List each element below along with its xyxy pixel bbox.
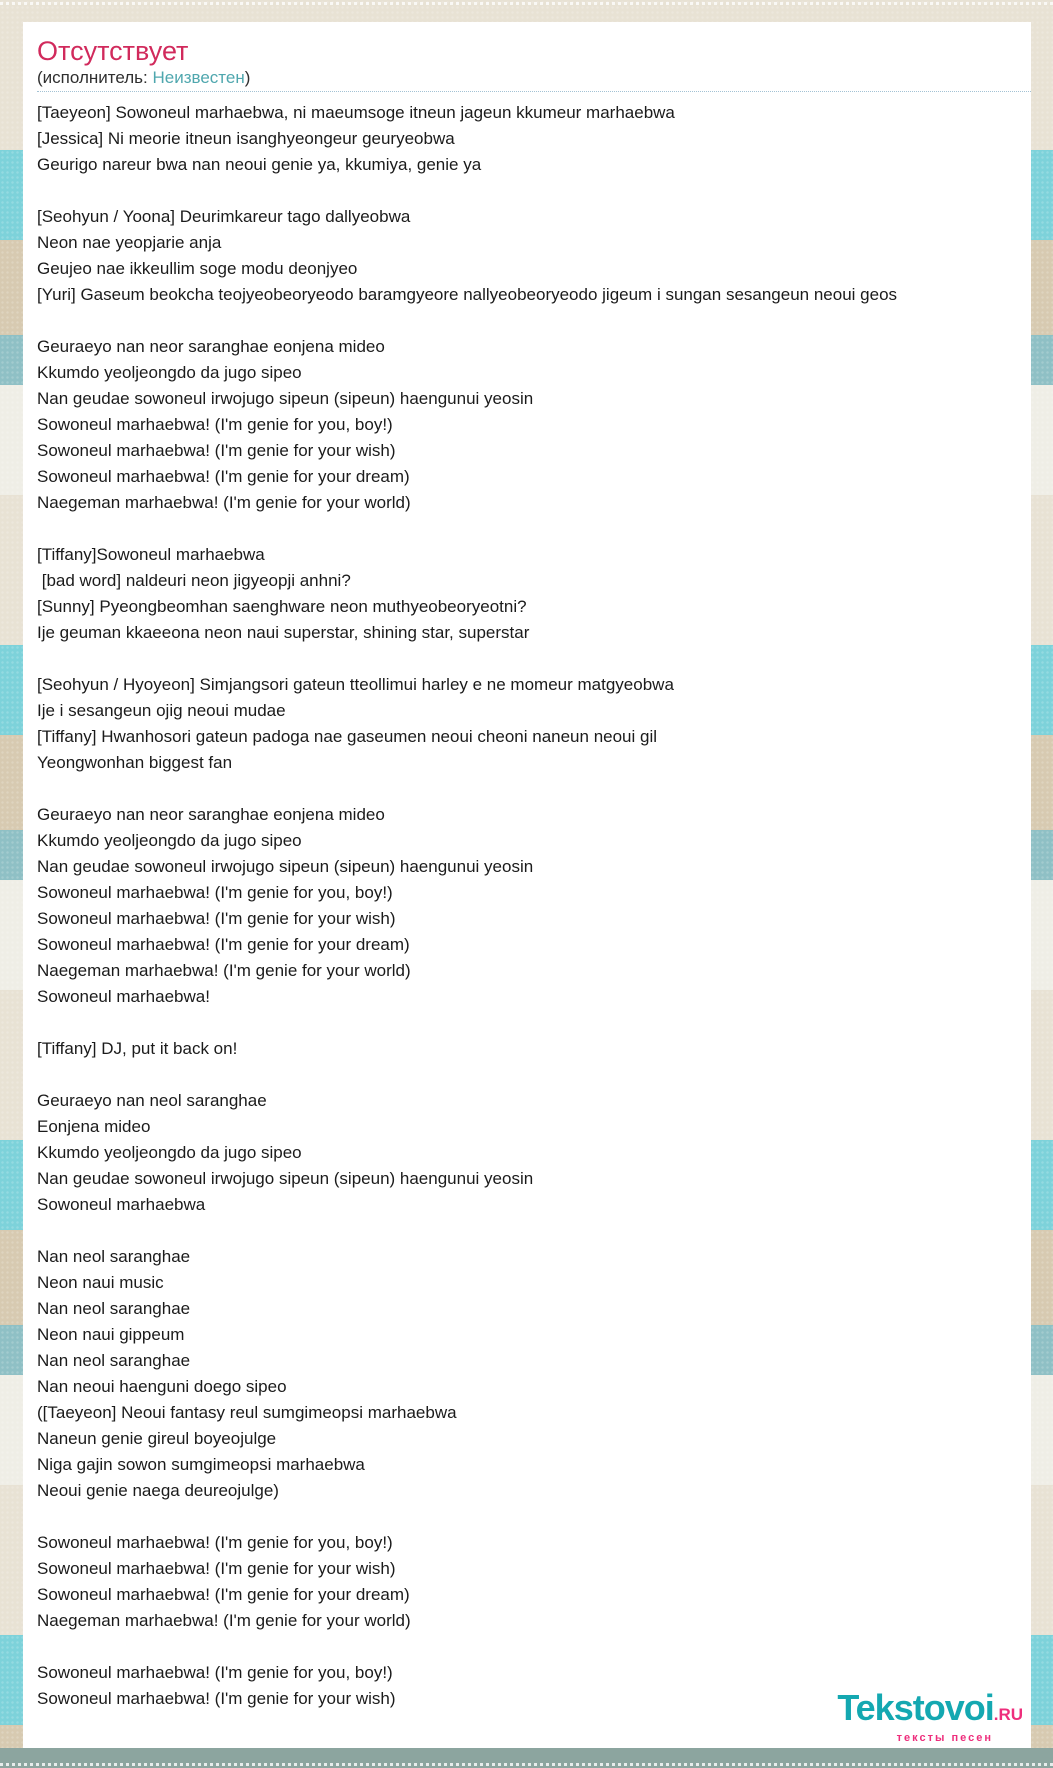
lyric-gap xyxy=(37,776,1031,802)
lyric-gap xyxy=(37,178,1031,204)
lyric-gap xyxy=(37,1062,1031,1088)
lyric-line: Niga gajin sowon sumgimeopsi marhaebwa xyxy=(37,1455,365,1474)
lyric-line: Kkumdo yeoljeongdo da jugo sipeo xyxy=(37,363,302,382)
lyrics-text xyxy=(37,100,1031,1712)
artist-close-paren: ) xyxy=(244,68,251,87)
lyric-line: Nan neol saranghae xyxy=(37,1299,191,1318)
lyric-line: Neon naui gippeum xyxy=(37,1325,185,1344)
lyric-line: Ije geuman kkaeeona neon naui superstar, shining star, superstar xyxy=(37,623,530,642)
lyric-gap xyxy=(37,1010,1031,1036)
lyric-line: Geuraeyo nan neol saranghae xyxy=(37,1091,267,1110)
lyric-gap xyxy=(37,308,1031,334)
lyric-gap xyxy=(37,1504,1031,1530)
lyric-line: [Yuri] Gaseum beokcha teojyeobeoryeodo baramgyeore nallyeobeoryeodo jigeum i sungan sesangeun neoui geos xyxy=(37,285,898,304)
lyric-line: Eonjena mideo xyxy=(37,1117,151,1136)
lyric-line: Nan neol saranghae xyxy=(37,1247,191,1266)
lyric-line: Ije i sesangeun ojig neoui mudae xyxy=(37,701,286,720)
lyric-gap xyxy=(37,516,1031,542)
lyric-line: Kkumdo yeoljeongdo da jugo sipeo xyxy=(37,1143,302,1162)
lyric-line: [bad word] naldeuri neon jigyeopji anhni? xyxy=(37,571,351,590)
lyric-gap xyxy=(37,1634,1031,1660)
lyric-line: [Tiffany]Sowoneul marhaebwa xyxy=(37,545,265,564)
lyric-line: [Tiffany] Hwanhosori gateun padoga nae gaseumen neoui cheoni naneun neoui gil xyxy=(37,727,658,746)
lyric-line: Nan neol saranghae xyxy=(37,1351,191,1370)
lyric-gap xyxy=(37,1218,1031,1244)
artist-line xyxy=(37,68,1031,92)
lyric-line: Sowoneul marhaebwa! (I'm genie for your wish) xyxy=(37,441,396,460)
site-logo[interactable] xyxy=(837,1687,1023,1744)
lyric-line: Nan geudae sowoneul irwojugo sipeun (sipeun) haengunui yeosin xyxy=(37,857,534,876)
lyric-line: Neon naui music xyxy=(37,1273,164,1292)
lyric-line: Sowoneul marhaebwa! (I'm genie for your wish) xyxy=(37,909,396,928)
lyric-line: Sowoneul marhaebwa! (I'm genie for your dream) xyxy=(37,1585,410,1604)
lyric-line: ([Taeyeon] Neoui fantasy reul sumgimeopsi marhaebwa xyxy=(37,1403,457,1422)
lyric-gap xyxy=(37,646,1031,672)
lyric-line: Sowoneul marhaebwa! xyxy=(37,987,210,1006)
lyric-line: Sowoneul marhaebwa! (I'm genie for your dream) xyxy=(37,935,410,954)
lyrics-card xyxy=(23,22,1031,1748)
lyric-line: [Seohyun / Hyoyeon] Simjangsori gateun tteollimui harley e ne momeur matgyeobwa xyxy=(37,675,674,694)
lyric-line: Nan geudae sowoneul irwojugo sipeun (sipeun) haengunui yeosin xyxy=(37,389,534,408)
lyric-line: Sowoneul marhaebwa! (I'm genie for you, boy!) xyxy=(37,415,393,434)
lyric-line: Yeongwonhan biggest fan xyxy=(37,753,233,772)
lyric-line: Geujeo nae ikkeullim soge modu deonjyeo xyxy=(37,259,358,278)
artist-label: (исполнитель: xyxy=(37,68,153,87)
lyric-line: Naegeman marhaebwa! (I'm genie for your world) xyxy=(37,493,411,512)
lyric-line: Naegeman marhaebwa! (I'm genie for your world) xyxy=(37,1611,411,1630)
lyric-line: Sowoneul marhaebwa! (I'm genie for your wish) xyxy=(37,1689,396,1708)
lyric-line: Sowoneul marhaebwa! (I'm genie for your dream) xyxy=(37,467,410,486)
lyric-line: Geuraeyo nan neor saranghae eonjena mideo xyxy=(37,805,385,824)
logo-tld: .RU xyxy=(993,1705,1023,1724)
lyric-line: [Tiffany] DJ, put it back on! xyxy=(37,1039,238,1058)
site-logo-wordmark xyxy=(837,1687,1023,1732)
lyric-line: Nan geudae sowoneul irwojugo sipeun (sipeun) haengunui yeosin xyxy=(37,1169,534,1188)
lyric-line: Naegeman marhaebwa! (I'm genie for your world) xyxy=(37,961,411,980)
lyric-line: Kkumdo yeoljeongdo da jugo sipeo xyxy=(37,831,302,850)
lyric-line: Geuraeyo nan neor saranghae eonjena mideo xyxy=(37,337,385,356)
lyric-line: [Seohyun / Yoona] Deurimkareur tago dallyeobwa xyxy=(37,207,411,226)
lyric-line: Sowoneul marhaebwa! (I'm genie for your wish) xyxy=(37,1559,396,1578)
song-title: Отсутствует xyxy=(37,36,189,66)
top-dotted-border xyxy=(0,2,1053,5)
lyric-line: [Jessica] Ni meorie itneun isanghyeongeur geuryeobwa xyxy=(37,129,455,148)
artist-link[interactable]: Неизвестен xyxy=(152,68,245,87)
logo-tagline: тексты песен xyxy=(896,1732,993,1744)
logo-brand: Tekstovoi xyxy=(837,1687,994,1728)
bottom-band xyxy=(0,1748,1053,1768)
lyric-line: Sowoneul marhaebwa! (I'm genie for you, boy!) xyxy=(37,1533,393,1552)
lyric-line: Sowoneul marhaebwa! (I'm genie for you, boy!) xyxy=(37,883,393,902)
lyric-line: Neoui genie naega deureojulge) xyxy=(37,1481,279,1500)
lyric-line: Sowoneul marhaebwa! (I'm genie for you, boy!) xyxy=(37,1663,393,1682)
lyric-line: Naneun genie gireul boyeojulge xyxy=(37,1429,277,1448)
lyric-line: [Taeyeon] Sowoneul marhaebwa, ni maeumsoge itneun jageun kkumeur marhaebwa xyxy=(37,103,675,122)
lyric-line: Geurigo nareur bwa nan neoui genie ya, kkumiya, genie ya xyxy=(37,155,482,174)
lyric-line: Neon nae yeopjarie anja xyxy=(37,233,222,252)
lyric-line: Sowoneul marhaebwa xyxy=(37,1195,206,1214)
lyric-line: [Sunny] Pyeongbeomhan saenghware neon muthyeobeoryeotni? xyxy=(37,597,527,616)
lyric-line: Nan neoui haenguni doego sipeo xyxy=(37,1377,287,1396)
